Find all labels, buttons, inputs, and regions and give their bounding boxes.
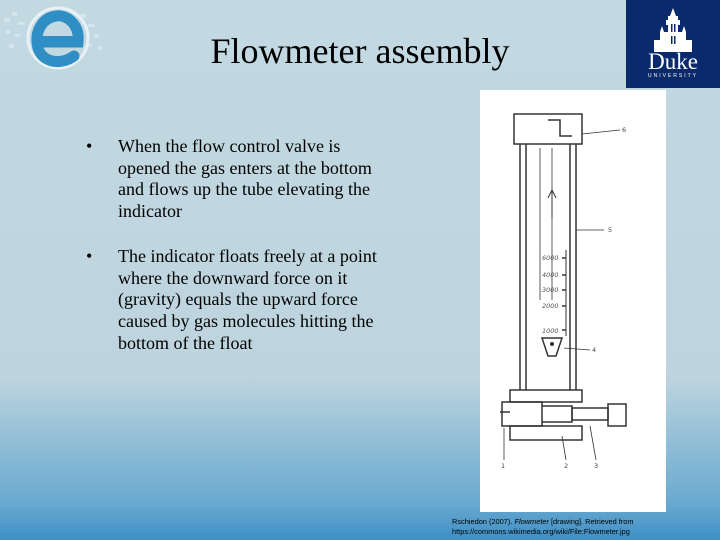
e-globe-logo-icon bbox=[0, 0, 120, 80]
callout-label: 6 bbox=[622, 126, 627, 134]
flowmeter-drawing bbox=[480, 90, 666, 512]
callout-label: 1 bbox=[501, 462, 506, 470]
callout-label: 2 bbox=[564, 462, 569, 470]
scale-label: 1000 bbox=[542, 327, 559, 335]
scale-label: 6000 bbox=[542, 254, 559, 262]
duke-university-label: UNIVERSITY bbox=[647, 73, 698, 79]
callout-label: 3 bbox=[594, 462, 599, 470]
duke-wordmark: Duke bbox=[648, 49, 698, 74]
citation-retrieved: [drawing]. Retrieved from bbox=[548, 517, 634, 526]
callout-label: 5 bbox=[608, 226, 613, 234]
citation-line bbox=[452, 517, 720, 527]
citation-author: Rschiedon (2007). bbox=[452, 517, 515, 526]
callout-label: 4 bbox=[592, 346, 597, 354]
scale-label: 3000 bbox=[542, 286, 559, 294]
image-citation bbox=[452, 517, 720, 537]
citation-title: Flowmeter bbox=[514, 517, 549, 526]
bullet-item bbox=[86, 246, 386, 355]
citation-url: https://commons.wikimedia.org/wiki/File:Flowmeter.jpg bbox=[452, 527, 630, 536]
flowmeter-diagram bbox=[480, 90, 666, 512]
bullet-item bbox=[86, 136, 386, 223]
bullet-text: When the flow control valve is opened the gas enters at the bottom and flows up the tube elevating the indicator bbox=[118, 136, 372, 222]
scale-label: 4000 bbox=[542, 271, 559, 279]
bullet-text: The indicator floats freely at a point where the downward force on it (gravity) equals the upward force caused by gas molecules hitting the bottom of the float bbox=[118, 245, 377, 353]
duke-logo bbox=[626, 0, 720, 88]
bullet-marker: • bbox=[86, 245, 93, 266]
scale-label: 2000 bbox=[542, 302, 559, 310]
duke-chapel-icon bbox=[626, 6, 720, 52]
bullet-list bbox=[86, 136, 386, 354]
slide-title: Flowmeter assembly bbox=[210, 31, 510, 71]
bullet-marker: • bbox=[86, 136, 93, 156]
